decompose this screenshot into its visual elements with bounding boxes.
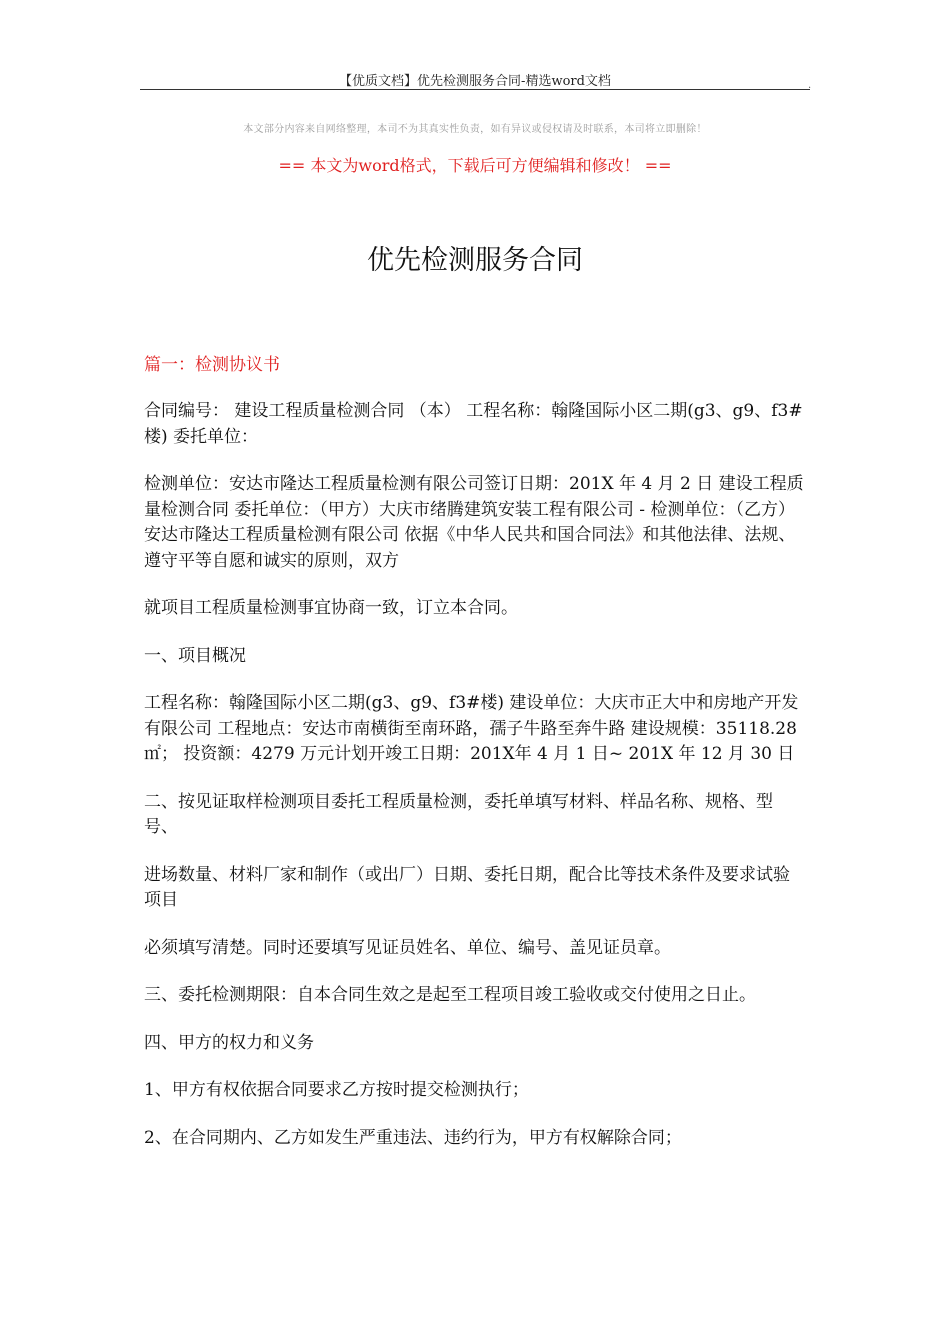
paragraph-clause-2-cont: 进场数量、材料厂家和制作（或出厂）日期、委托日期，配合比等技术条件及要求试验项目 bbox=[144, 864, 790, 910]
paragraph-clause-2-end: 必须填写清楚。同时还要填写见证员姓名、单位、编号、盖见证员章。 bbox=[144, 937, 671, 958]
paragraph-project-info: 工程名称：翰隆国际小区二期(g3、g9、f3#楼) 建设单位：大庆市正大中和房地产开发有限公司 工程地点：安达市南横街至南环路，孺子牛路至奔牛路 建设规模：35118.28㎡； 投资额：4279 万元计划开竣工日期：201X年 4 月 1 日~ 201X 年 12 月 30 日 bbox=[144, 693, 799, 764]
paragraph-clause-3: 三、委托检测期限：自本合同生效之是起至工程项目竣工验收或交付使用之日止。 bbox=[144, 985, 756, 1005]
section-heading: 篇一：检测协议书 bbox=[144, 355, 280, 375]
paragraph-right-1: 1、甲方有权依据合同要求乙方按时提交检测执行； bbox=[144, 1080, 529, 1100]
paragraph-agreement: 就项目工程质量检测事宜协商一致，订立本合同。 bbox=[144, 598, 518, 618]
disclaimer-text: 本文部分内容来自网络整理，本司不为其真实性负责，如有异议或侵权请及时联系，本司将立即删除！ bbox=[243, 124, 707, 135]
heading-party-a-rights: 四、甲方的权力和义务 bbox=[144, 1032, 314, 1053]
header-rule bbox=[140, 89, 810, 90]
document-body bbox=[144, 352, 804, 1173]
paragraph-parties: 检测单位：安达市隆达工程质量检测有限公司签订日期：201X 年 4 月 2 日 建设工程质量检测合同 委托单位：（甲方）大庆市绪腾建筑安装工程有限公司 - 检测单位：（乙方）安达市隆达工程质量检测有限公司 依据《中华人民共和国合同法》和其他法律、法规、遵守平等自愿和诚实的原则，双方 bbox=[144, 474, 804, 571]
document-title: 优先检测服务合同 bbox=[367, 245, 583, 276]
paragraph-clause-2: 二、按见证取样检测项目委托工程质量检测，委托单填写材料、样品名称、规格、型号、 bbox=[144, 791, 773, 837]
format-notice: == 本文为word格式，下载后可方便编辑和修改！ == bbox=[278, 156, 672, 175]
page-header: 【优质文档】优先检测服务合同-精选word文档 bbox=[339, 74, 611, 89]
header-mark: . bbox=[808, 80, 812, 91]
paragraph-contract-no: 合同编号： 建设工程质量检测合同 （本） 工程名称：翰隆国际小区二期(g3、g9、f3#楼) 委托单位： bbox=[144, 401, 803, 447]
paragraph-right-2: 2、在合同期内、乙方如发生严重违法、违约行为，甲方有权解除合同； bbox=[144, 1127, 682, 1148]
heading-project-overview: 一、项目概况 bbox=[144, 645, 246, 666]
